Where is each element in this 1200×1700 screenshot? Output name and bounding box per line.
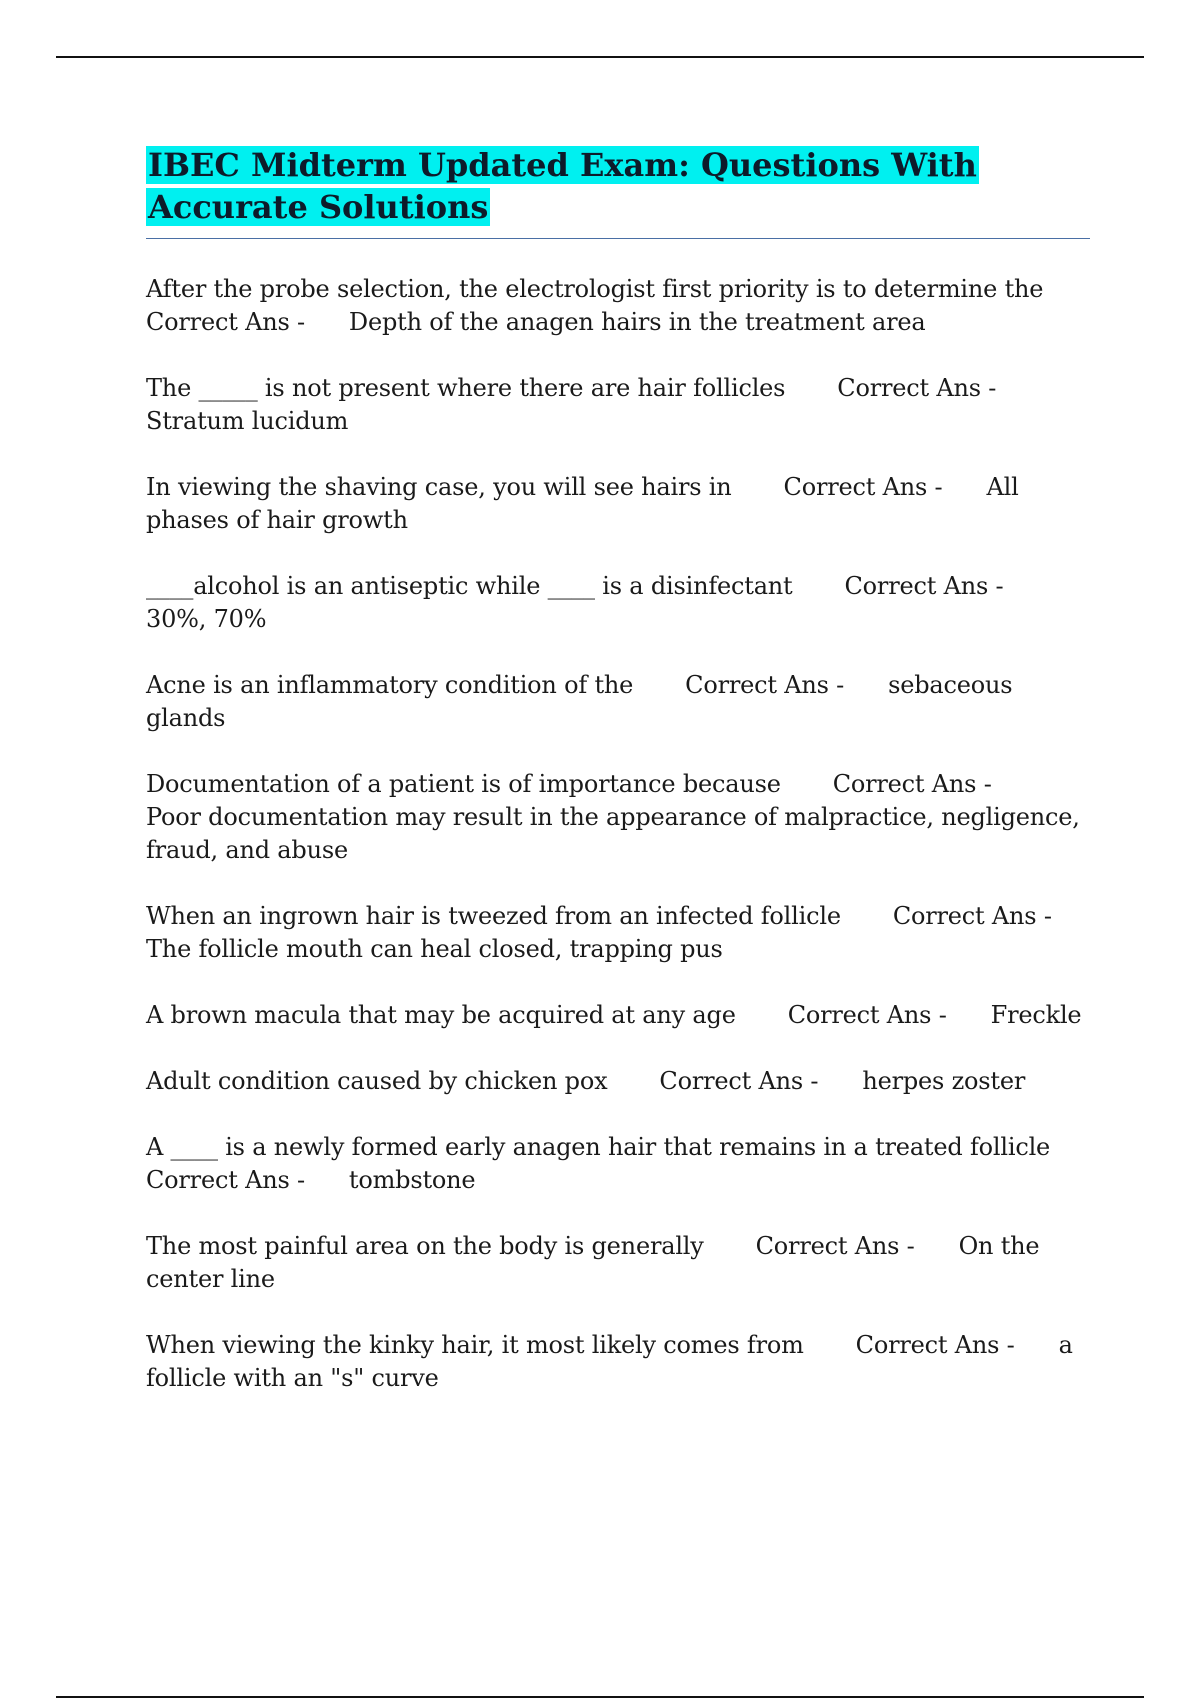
- header-rule: [56, 56, 1144, 58]
- answer-text: tombstone: [348, 1166, 476, 1194]
- question-text: In viewing the shaving case, you will see hairs in: [146, 473, 732, 501]
- document-body: [146, 144, 1090, 1428]
- question-text: Documentation of a patient is of importance because: [146, 770, 781, 798]
- qa-list: [146, 273, 1090, 1395]
- answer-text: The follicle mouth can heal closed, trapping pus: [146, 935, 723, 963]
- question-text: When viewing the kinky hair, it most likely comes from: [146, 1331, 804, 1359]
- answer-label: Correct Ans -: [659, 1067, 819, 1095]
- question-text: A brown macula that may be acquired at any age: [146, 1001, 736, 1029]
- qa-item: [146, 1065, 1090, 1098]
- question-text: Adult condition caused by chicken pox: [146, 1067, 608, 1095]
- qa-item: [146, 669, 1090, 735]
- document-title-text: IBEC Midterm Updated Exam: Questions With Accurate Solutions: [148, 146, 977, 226]
- question-text: Acne is an inflammatory condition of the: [146, 671, 634, 699]
- qa-item: [146, 768, 1090, 867]
- question-text: The _____ is not present where there are hair follicles: [146, 374, 786, 402]
- qa-item: [146, 1230, 1090, 1296]
- answer-text: On the center line: [146, 1232, 1040, 1293]
- qa-item: [146, 999, 1090, 1032]
- document-title: [146, 144, 1090, 228]
- answer-text: Poor documentation may result in the appearance of malpractice, negligence, fraud, and abuse: [146, 803, 1080, 864]
- qa-item: [146, 900, 1090, 966]
- footer-rule: [56, 1696, 1144, 1698]
- qa-item: [146, 372, 1090, 438]
- answer-label: Correct Ans -: [146, 308, 305, 336]
- question-text: When an ingrown hair is tweezed from an infected follicle: [146, 902, 841, 930]
- qa-item: [146, 273, 1090, 339]
- answer-text: Freckle: [990, 1001, 1082, 1029]
- answer-label: Correct Ans -: [832, 770, 992, 798]
- answer-text: Stratum lucidum: [146, 407, 349, 435]
- answer-label: Correct Ans -: [755, 1232, 915, 1260]
- answer-label: Correct Ans -: [892, 902, 1052, 930]
- question-text: ____alcohol is an antiseptic while ____ is a disinfectant: [146, 572, 793, 600]
- answer-text: herpes zoster: [862, 1067, 1026, 1095]
- answer-label: Correct Ans -: [844, 572, 1004, 600]
- answer-label: Correct Ans -: [146, 1166, 305, 1194]
- answer-text: sebaceous glands: [146, 671, 1013, 732]
- question-text: A ____ is a newly formed early anagen hair that remains in a treated follicle: [146, 1133, 1051, 1161]
- qa-item: [146, 1329, 1090, 1395]
- answer-label: Correct Ans -: [787, 1001, 947, 1029]
- qa-item: [146, 1131, 1090, 1197]
- answer-text: Depth of the anagen hairs in the treatment area: [348, 308, 926, 336]
- answer-label: Correct Ans -: [685, 671, 845, 699]
- question-text: After the probe selection, the electrologist first priority is to determine the: [146, 275, 1044, 303]
- answer-label: Correct Ans -: [855, 1331, 1015, 1359]
- qa-item: [146, 471, 1090, 537]
- answer-label: Correct Ans -: [837, 374, 997, 402]
- answer-text: All phases of hair growth: [146, 473, 1019, 534]
- qa-item: [146, 570, 1090, 636]
- title-underline: [146, 238, 1090, 239]
- answer-text: a follicle with an "s" curve: [146, 1331, 1073, 1392]
- answer-label: Correct Ans -: [783, 473, 943, 501]
- answer-text: 30%, 70%: [146, 605, 267, 633]
- question-text: The most painful area on the body is generally: [146, 1232, 704, 1260]
